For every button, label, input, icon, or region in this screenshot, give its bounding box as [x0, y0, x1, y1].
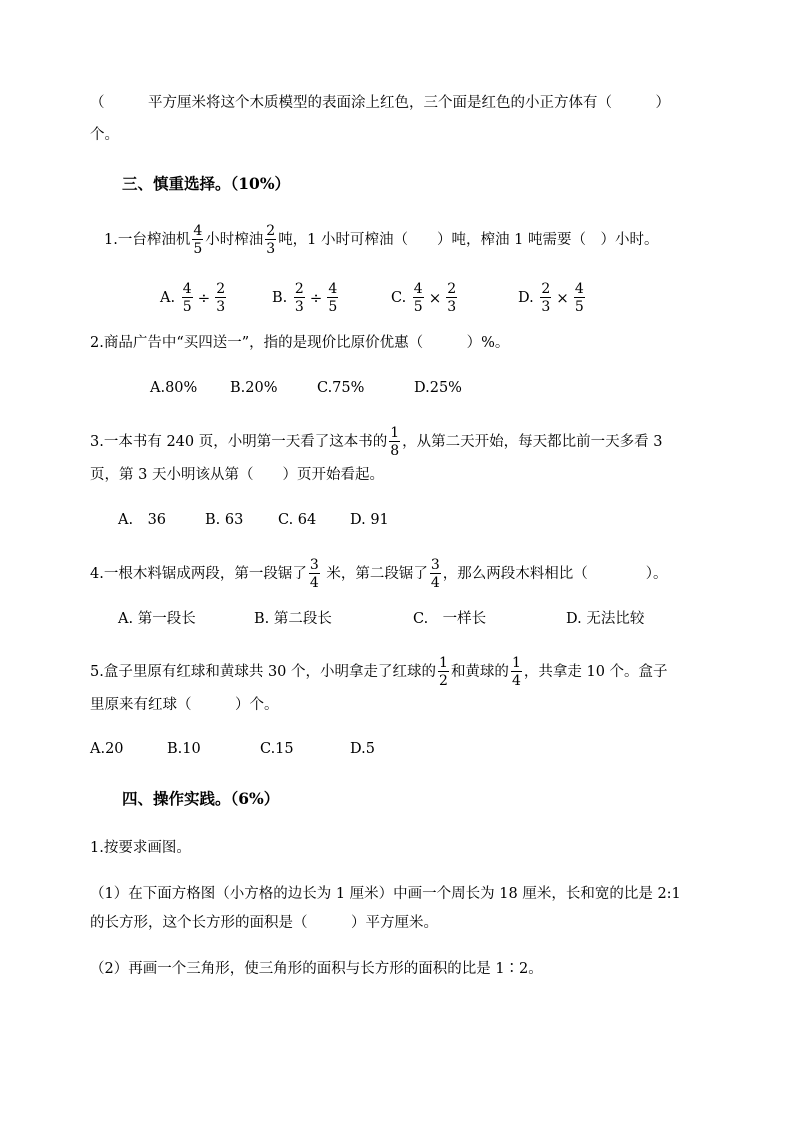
q4-option-b: B. 第二段长 — [254, 611, 332, 627]
q1-option-a: A. $\frac{4}{5}$ ÷ $\frac{2}{3}$ — [160, 281, 226, 315]
q3-option-a: A. 36 — [118, 512, 167, 528]
q3-fraction: $\frac{1}{8}$ — [390, 425, 400, 459]
q1-fraction-2: $\frac{2}{3}$ — [266, 223, 276, 257]
question-4: 4.一根木料锯成两段，第一段锯了 $\frac{3}{4}$ 米，第二段锯了 $\frac{3}{4}$ ，那么两段木料相比（ ）。 — [90, 557, 668, 591]
q4-option-a: A. 第一段长 — [118, 611, 196, 627]
line-top-2: 个。 — [90, 127, 119, 143]
practice-1-part-1: （1）在下面方格图（小方格的边长为 1 厘米）中画一个周长为 18 厘米，长和宽的比是 2:1 — [90, 886, 681, 902]
q1-option-b: B. $\frac{2}{3}$ ÷ $\frac{4}{5}$ — [272, 281, 338, 315]
q2-option-d: D.25% — [414, 380, 462, 396]
q5-option-d: D.5 — [350, 741, 375, 757]
practice-1-part-1-line-2: 的长方形，这个长方形的面积是（ ）平方厘米。 — [90, 915, 438, 931]
q2-option-c: C.75% — [317, 380, 365, 396]
q5-option-a: A.20 — [90, 741, 124, 757]
q4-fraction-2: $\frac{3}{4}$ — [430, 557, 440, 591]
q3-option-d: D. 91 — [350, 512, 389, 528]
practice-1-part-2: （2）再画一个三角形，使三角形的面积与长方形的面积的比是 1∶2。 — [90, 961, 543, 977]
question-5: 5.盒子里原有红球和黄球共 30 个，小明拿走了红球的 $\frac{1}{2}$ 和黄球的 $\frac{1}{4}$ ，共拿走 10 个。盒子 — [90, 655, 668, 689]
q2-option-a: A.80% — [150, 380, 198, 396]
q5-fraction-1: $\frac{1}{2}$ — [439, 655, 448, 689]
q4-fraction-1: $\frac{3}{4}$ — [309, 557, 319, 591]
q5-option-b: B.10 — [167, 741, 201, 757]
q1-suffix: 吨，1 小时可榨油（ ）吨，榨油 1 吨需要（ ）小时。 — [278, 232, 659, 248]
q4-option-c: C. 一样长 — [413, 611, 487, 627]
section-4-heading: 四、操作实践。（6%） — [122, 789, 280, 808]
question-3-line-2: 页，第 3 天小明该从第（ ）页开始看起。 — [90, 467, 384, 483]
line-top-1: （ 平方厘米将这个木质模型的表面涂上红色，三个面是红色的小正方体有（ ） — [90, 95, 670, 111]
q1-prefix: 1.一台榨油机 — [104, 232, 191, 248]
section-3-heading: 三、慎重选择。（10%） — [122, 174, 291, 193]
q1-option-c: C. $\frac{4}{5}$ × $\frac{2}{3}$ — [391, 281, 457, 315]
q3-option-c: C. 64 — [278, 512, 317, 528]
q5-option-c: C.15 — [260, 741, 294, 757]
q1-mid: 小时榨油 — [205, 232, 264, 248]
q1-fraction-1: $\frac{4}{5}$ — [193, 223, 203, 257]
question-1 — [104, 224, 658, 256]
q4-option-d: D. 无法比较 — [566, 611, 645, 627]
question-3: 3.一本书有 240 页，小明第一天看了这本书的 $\frac{1}{8}$ ，从第二天开始，每天都比前一天多看 3 — [90, 425, 663, 459]
q2-option-b: B.20% — [230, 380, 278, 396]
q3-option-b: B. 63 — [205, 512, 244, 528]
practice-1: 1.按要求画图。 — [90, 840, 191, 856]
question-5-line-2: 里原来有红球（ ）个。 — [90, 697, 279, 713]
q5-fraction-2: $\frac{1}{4}$ — [511, 655, 521, 689]
question-2: 2.商品广告中“买四送一”，指的是现价比原价优惠（ ）%。 — [90, 335, 510, 351]
q1-option-d: D. $\frac{2}{3}$ × $\frac{4}{5}$ — [518, 281, 584, 315]
